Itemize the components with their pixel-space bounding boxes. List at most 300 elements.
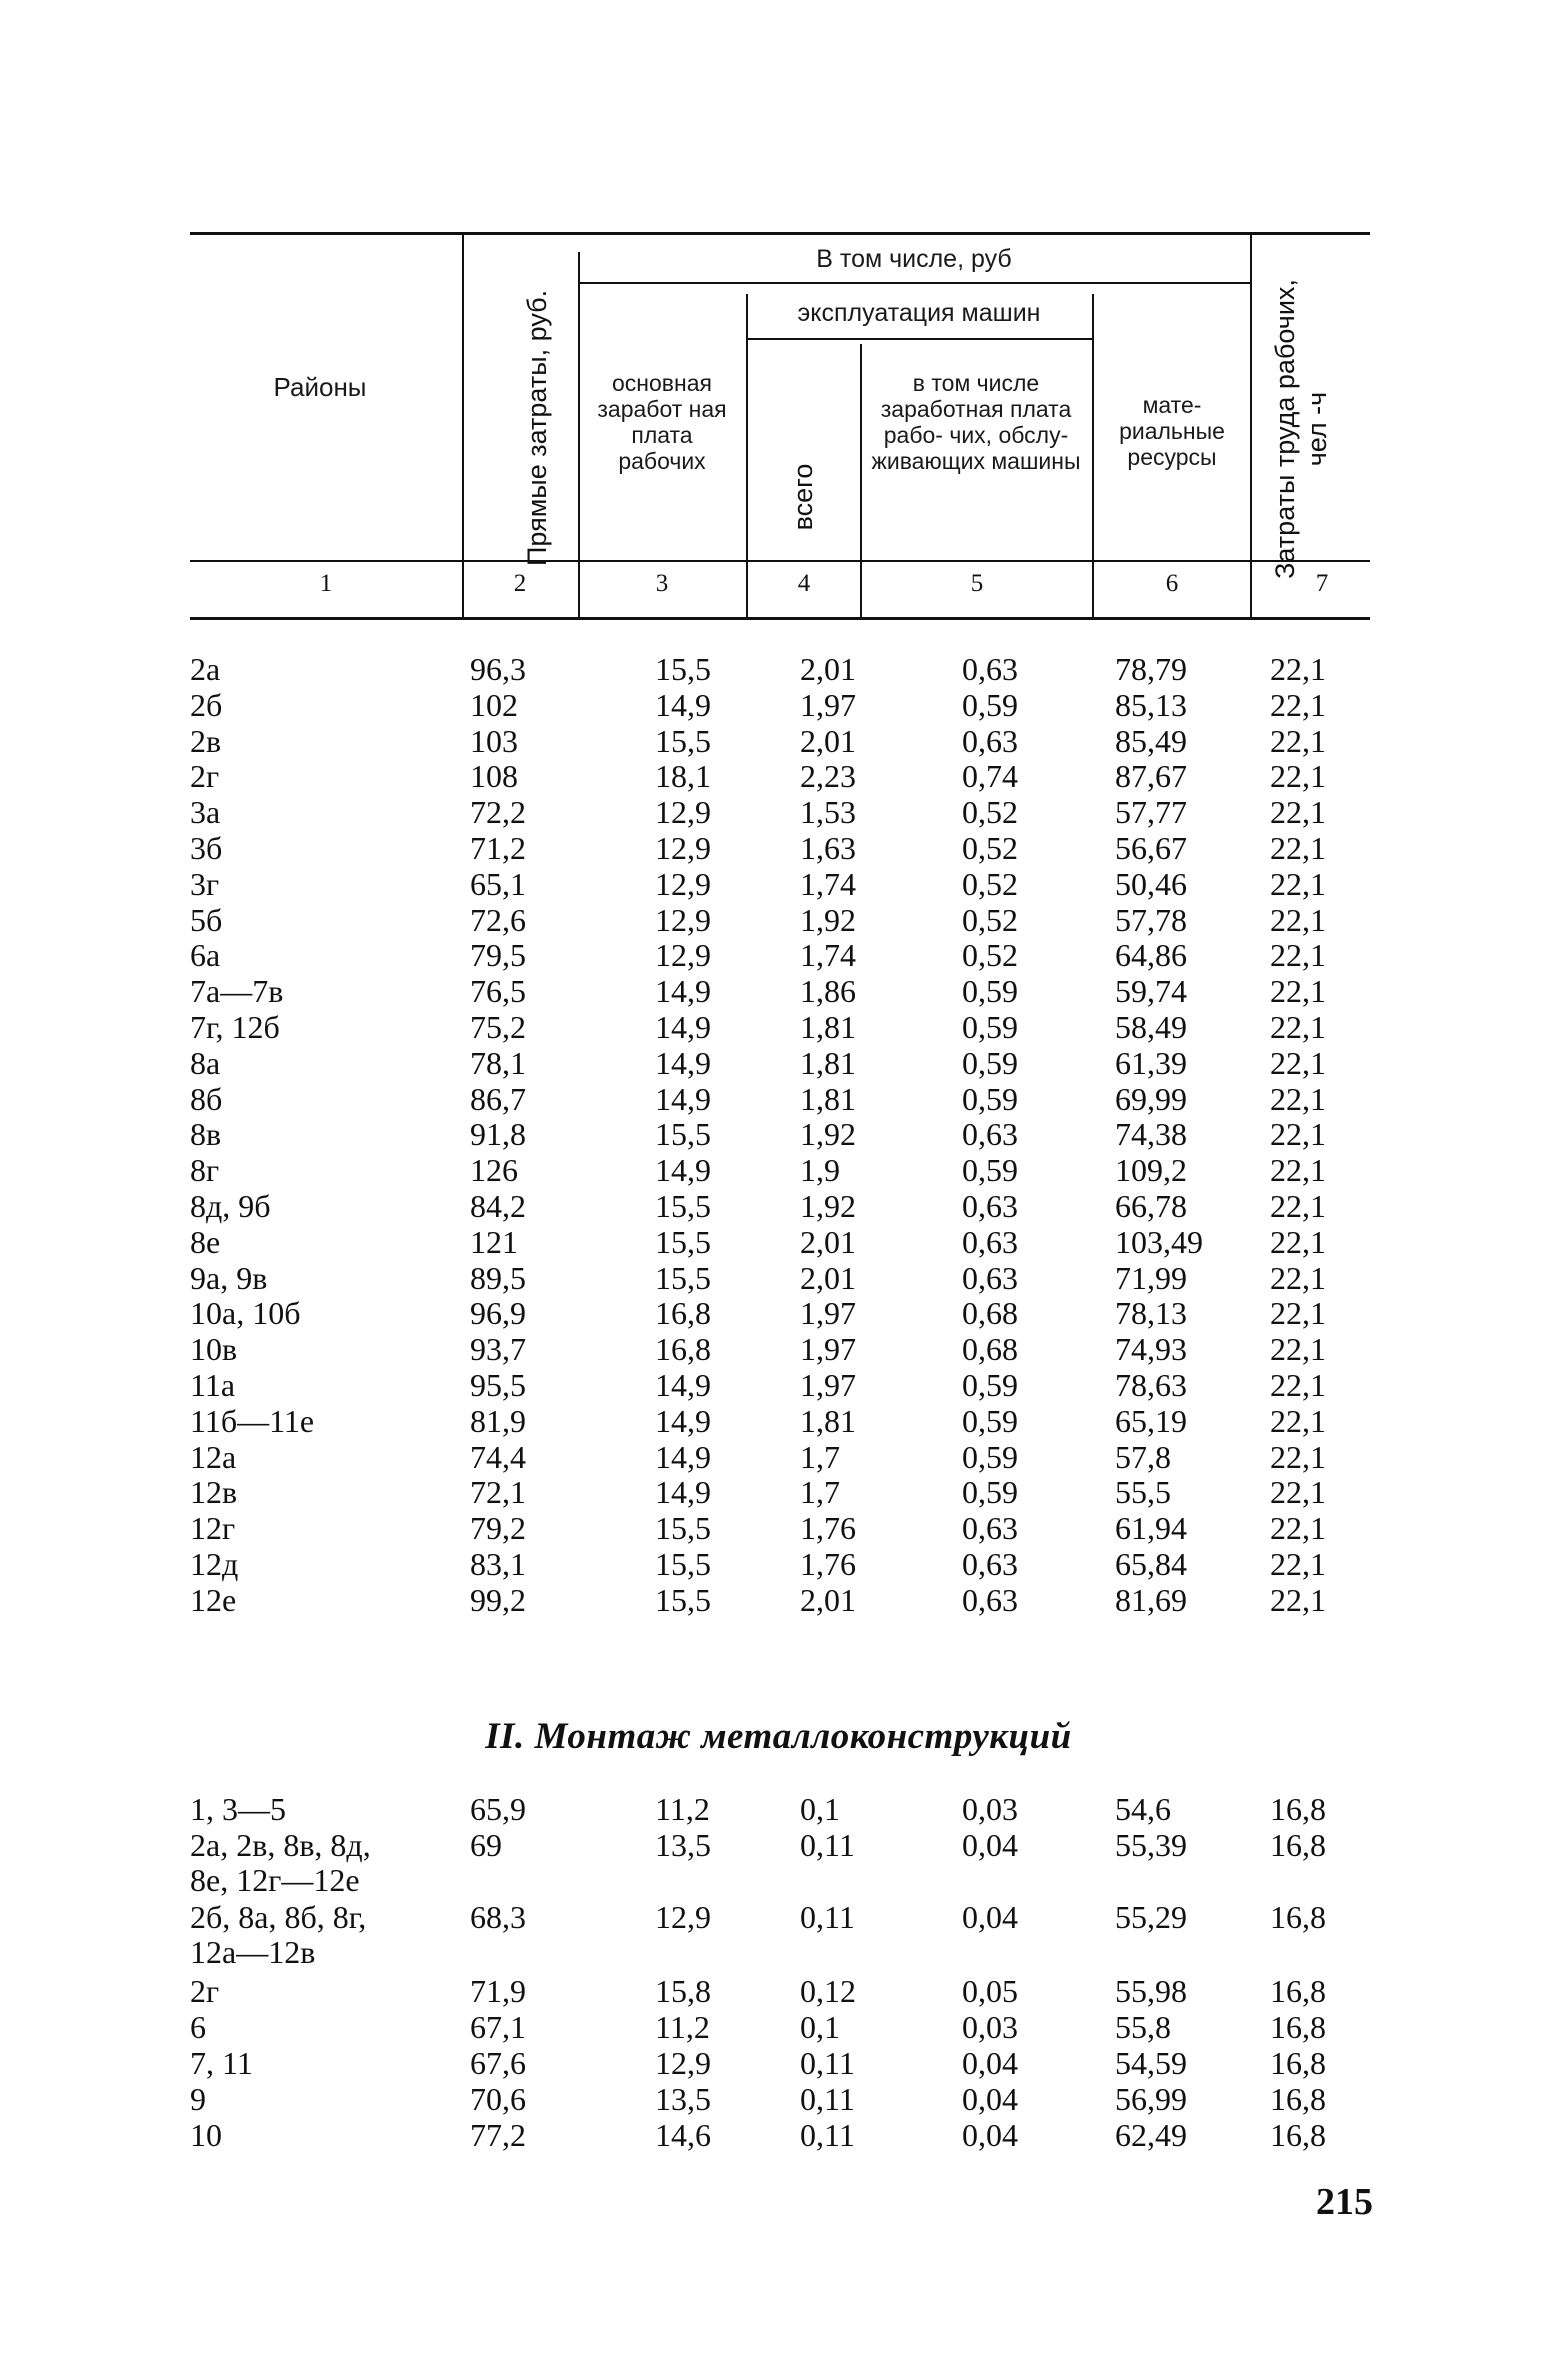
table-cell: 69,99 bbox=[1115, 1080, 1187, 1117]
table-row bbox=[0, 1583, 1557, 1617]
table-cell: 78,13 bbox=[1115, 1295, 1187, 1332]
table-row bbox=[0, 1296, 1557, 1330]
table-cell: 0,11 bbox=[800, 2045, 855, 2081]
table-cell: 14,9 bbox=[655, 1044, 711, 1081]
table-cell: 1,92 bbox=[800, 1188, 856, 1224]
table-cell: 16,8 bbox=[1270, 1899, 1326, 1935]
col-number: 1 bbox=[319, 570, 333, 597]
table-cell: 11,2 bbox=[655, 2009, 710, 2045]
table-cell: 22,1 bbox=[1270, 1188, 1326, 1224]
table-cell: 0,1 bbox=[800, 1791, 840, 1827]
table-row bbox=[0, 2118, 1557, 2152]
table-cell: 9 bbox=[190, 2081, 206, 2117]
table-row bbox=[0, 1440, 1557, 1474]
table-cell: 22,1 bbox=[1270, 1581, 1326, 1618]
table-cell: 102 bbox=[470, 686, 518, 723]
table-row bbox=[0, 1900, 1557, 1934]
table-cell: 67,1 bbox=[470, 2009, 526, 2045]
table-cell: 8г bbox=[190, 1152, 220, 1189]
table-cell: 14,9 bbox=[655, 1438, 711, 1475]
table-cell: 65,9 bbox=[470, 1791, 526, 1827]
header-labor: Затраты труда рабочих, чел -ч bbox=[1270, 279, 1332, 579]
table-cell: 7, 11 bbox=[190, 2045, 253, 2081]
table-row bbox=[0, 1189, 1557, 1223]
table-cell: 79,5 bbox=[470, 937, 526, 974]
col-number: 4 bbox=[797, 570, 811, 597]
table-cell: 83,1 bbox=[470, 1546, 526, 1582]
table-cell: 0,63 bbox=[962, 1546, 1018, 1582]
col-number: 2 bbox=[513, 570, 527, 597]
table-cell: 3б bbox=[190, 830, 223, 866]
table-cell: 0,03 bbox=[962, 2009, 1018, 2045]
table-cell: 6 bbox=[190, 2009, 206, 2045]
rule-after-col5 bbox=[1092, 294, 1094, 620]
table-row bbox=[0, 1828, 1557, 1862]
table-cell: 22,1 bbox=[1270, 1009, 1326, 1045]
table-cell: 22,1 bbox=[1270, 1116, 1326, 1153]
table-row bbox=[0, 1475, 1557, 1509]
table-cell: 0,59 bbox=[962, 1080, 1018, 1117]
table-row bbox=[0, 1082, 1557, 1116]
table-cell: 12е bbox=[190, 1581, 237, 1618]
table-cell: 10 bbox=[190, 2117, 222, 2153]
table-row bbox=[0, 1261, 1557, 1295]
header-direct-costs: Прямые затраты, руб. bbox=[522, 289, 552, 566]
table-row bbox=[0, 1332, 1557, 1366]
table-cell: 10а, 10б bbox=[190, 1295, 301, 1332]
table-cell: 12в bbox=[190, 1474, 238, 1511]
col-number: 6 bbox=[1165, 570, 1179, 597]
table-cell: 0,63 bbox=[962, 1259, 1018, 1296]
table-row bbox=[0, 1010, 1557, 1044]
table-cell: 15,5 bbox=[655, 1188, 711, 1224]
table-cell: 12,9 bbox=[655, 2045, 711, 2081]
table-cell: 15,5 bbox=[655, 1581, 711, 1618]
table-cell: 10в bbox=[190, 1331, 238, 1368]
table-cell: 2в bbox=[190, 722, 222, 759]
table-cell: 95,5 bbox=[470, 1367, 526, 1403]
table-cell: 16,8 bbox=[1270, 2117, 1326, 2153]
numbers-bottom-rule bbox=[190, 617, 1370, 620]
table-row bbox=[0, 1404, 1557, 1438]
table-cell: 14,9 bbox=[655, 973, 711, 1010]
table-cell: 81,69 bbox=[1115, 1581, 1187, 1618]
table-cell: 87,67 bbox=[1115, 758, 1187, 795]
table-cell: 8в bbox=[190, 1116, 222, 1153]
table-cell: 0,04 bbox=[962, 2117, 1018, 2153]
table-cell: 6а bbox=[190, 937, 221, 974]
table-cell: 91,8 bbox=[470, 1116, 526, 1153]
table-cell: 16,8 bbox=[1270, 1827, 1326, 1863]
table-cell: 0,59 bbox=[962, 1009, 1018, 1045]
table-cell: 1,97 bbox=[800, 1367, 856, 1403]
table-cell: 12г bbox=[190, 1510, 236, 1547]
table-cell: 0,59 bbox=[962, 1152, 1018, 1189]
table-row bbox=[0, 1225, 1557, 1259]
header-base-wage: основная заработ ная плата рабочих bbox=[597, 370, 727, 474]
table-header bbox=[190, 232, 1370, 620]
table-cell: 1,92 bbox=[800, 1116, 856, 1153]
table-cell: 22,1 bbox=[1270, 1510, 1326, 1547]
table-cell: 79,2 bbox=[470, 1510, 526, 1547]
table-cell: 96,9 bbox=[470, 1295, 526, 1332]
table-cell: 61,94 bbox=[1115, 1510, 1187, 1547]
table-row bbox=[0, 795, 1557, 829]
table-cell: 2,23 bbox=[800, 758, 856, 795]
table-cell: 22,1 bbox=[1270, 973, 1326, 1010]
table-row bbox=[0, 1974, 1557, 2008]
table-cell: 14,9 bbox=[655, 1402, 711, 1439]
table-cell: 22,1 bbox=[1270, 686, 1326, 723]
table-cell: 1,7 bbox=[800, 1438, 840, 1475]
table-cell: 0,52 bbox=[962, 865, 1018, 902]
table-cell: 22,1 bbox=[1270, 794, 1326, 831]
table-cell: 1,9 bbox=[800, 1152, 840, 1189]
header-machine-wage: в том числе заработная плата рабо- чих, обслу- живающих машины bbox=[871, 370, 1081, 474]
table-cell: 0,68 bbox=[962, 1331, 1018, 1368]
table-cell: 8е, 12г—12е bbox=[190, 1862, 360, 1898]
table-cell: 14,9 bbox=[655, 1152, 711, 1189]
table-cell: 22,1 bbox=[1270, 1331, 1326, 1368]
table-cell: 54,59 bbox=[1115, 2045, 1187, 2081]
table-cell: 14,9 bbox=[655, 1080, 711, 1117]
table-cell: 1,81 bbox=[800, 1080, 856, 1117]
table-cell: 1,63 bbox=[800, 830, 856, 866]
table-row bbox=[0, 1368, 1557, 1402]
table-cell: 16,8 bbox=[655, 1295, 711, 1332]
table-cell: 1,81 bbox=[800, 1402, 856, 1439]
table-cell: 12,9 bbox=[655, 1899, 711, 1935]
table-cell: 64,86 bbox=[1115, 937, 1187, 974]
section-title: II. Монтаж металлоконструкций bbox=[485, 1716, 1072, 1757]
table-cell: 0,59 bbox=[962, 1474, 1018, 1511]
table-cell: 12а bbox=[190, 1438, 237, 1475]
table-cell: 16,8 bbox=[1270, 1791, 1326, 1827]
table-row bbox=[0, 688, 1557, 722]
table-cell: 0,63 bbox=[962, 651, 1018, 687]
table-cell: 121 bbox=[470, 1223, 518, 1260]
table-cell: 2а, 2в, 8в, 8д, bbox=[190, 1827, 371, 1863]
table-cell: 0,68 bbox=[962, 1295, 1018, 1332]
table-cell: 81,9 bbox=[470, 1402, 526, 1439]
table-row bbox=[0, 2010, 1557, 2044]
table-cell: 56,67 bbox=[1115, 830, 1187, 866]
table-cell: 16,8 bbox=[655, 1331, 711, 1368]
table-cell: 89,5 bbox=[470, 1259, 526, 1296]
table-cell: 1,97 bbox=[800, 1295, 856, 1332]
table-cell: 74,4 bbox=[470, 1438, 526, 1475]
table-cell: 76,5 bbox=[470, 973, 526, 1010]
table-cell: 8а bbox=[190, 1044, 221, 1081]
header-materials: мате- риальные ресурсы bbox=[1119, 392, 1225, 470]
table-cell: 0,52 bbox=[962, 794, 1018, 831]
table-cell: 22,1 bbox=[1270, 1474, 1326, 1511]
table-cell: 15,5 bbox=[655, 1510, 711, 1547]
table-cell: 55,29 bbox=[1115, 1899, 1187, 1935]
table-cell: 12а—12в bbox=[190, 1934, 316, 1970]
table-cell: 7г, 12б bbox=[190, 1009, 280, 1045]
table-row bbox=[0, 1547, 1557, 1581]
table-cell: 1,74 bbox=[800, 865, 856, 902]
table-cell: 22,1 bbox=[1270, 1044, 1326, 1081]
table-cell: 0,05 bbox=[962, 1973, 1018, 2009]
table-cell: 70,6 bbox=[470, 2081, 526, 2117]
table-cell: 15,5 bbox=[655, 1259, 711, 1296]
table-cell: 22,1 bbox=[1270, 758, 1326, 795]
table-row-continuation bbox=[0, 1863, 1557, 1897]
header-subgroup: эксплуатация машин bbox=[797, 299, 1041, 327]
table-cell: 15,5 bbox=[655, 1223, 711, 1260]
table-cell: 22,1 bbox=[1270, 937, 1326, 974]
rule-after-col6 bbox=[1250, 232, 1252, 620]
table-cell: 59,74 bbox=[1115, 973, 1187, 1010]
table-cell: 57,77 bbox=[1115, 794, 1187, 831]
table-cell: 0,04 bbox=[962, 2081, 1018, 2117]
table-cell: 11а bbox=[190, 1367, 236, 1403]
table-cell: 2г bbox=[190, 1973, 220, 2009]
table-cell: 74,38 bbox=[1115, 1116, 1187, 1153]
table-cell: 0,59 bbox=[962, 1044, 1018, 1081]
table-cell: 15,5 bbox=[655, 1546, 711, 1582]
table-cell: 1,81 bbox=[800, 1009, 856, 1045]
table-cell: 109,2 bbox=[1115, 1152, 1187, 1189]
table-cell: 18,1 bbox=[655, 758, 711, 795]
table-cell: 0,03 bbox=[962, 1791, 1018, 1827]
page-number: 215 bbox=[1316, 2181, 1373, 2223]
header-regions: Районы bbox=[273, 372, 367, 402]
table-cell: 1, 3—5 bbox=[190, 1791, 286, 1827]
table-cell: 50,46 bbox=[1115, 865, 1187, 902]
table-cell: 0,59 bbox=[962, 1402, 1018, 1439]
table-cell: 15,8 bbox=[655, 1973, 711, 2009]
table-cell: 3а bbox=[190, 794, 221, 831]
table-row bbox=[0, 1046, 1557, 1080]
table-cell: 1,53 bbox=[800, 794, 856, 831]
table-cell: 12,9 bbox=[655, 794, 711, 831]
table-cell: 22,1 bbox=[1270, 1259, 1326, 1296]
table-cell: 0,63 bbox=[962, 1116, 1018, 1153]
col-number: 3 bbox=[655, 570, 669, 597]
table-cell: 96,3 bbox=[470, 651, 526, 687]
table-cell: 2,01 bbox=[800, 1581, 856, 1618]
rule-after-col2 bbox=[578, 252, 580, 620]
table-cell: 108 bbox=[470, 758, 518, 795]
table-cell: 15,5 bbox=[655, 722, 711, 759]
col-number: 5 bbox=[970, 570, 984, 597]
table-cell: 0,11 bbox=[800, 1899, 855, 1935]
col-number: 7 bbox=[1315, 570, 1329, 597]
table-cell: 71,99 bbox=[1115, 1259, 1187, 1296]
table-cell: 14,9 bbox=[655, 1009, 711, 1045]
table-row bbox=[0, 2082, 1557, 2116]
table-cell: 1,86 bbox=[800, 973, 856, 1010]
table-cell: 5б bbox=[190, 901, 223, 938]
group-rule bbox=[578, 282, 1250, 284]
header-top-rule bbox=[190, 232, 1370, 235]
table-cell: 0,04 bbox=[962, 2045, 1018, 2081]
table-cell: 57,8 bbox=[1115, 1438, 1171, 1475]
table-cell: 16,8 bbox=[1270, 2009, 1326, 2045]
table-row bbox=[0, 831, 1557, 865]
table-cell: 0,59 bbox=[962, 973, 1018, 1010]
table-cell: 8д, 9б bbox=[190, 1188, 271, 1224]
table-row-continuation bbox=[0, 1935, 1557, 1969]
table-cell: 16,8 bbox=[1270, 1973, 1326, 2009]
table-row bbox=[0, 1792, 1557, 1826]
table-cell: 2,01 bbox=[800, 722, 856, 759]
table-cell: 13,5 bbox=[655, 1827, 711, 1863]
table-cell: 0,1 bbox=[800, 2009, 840, 2045]
table-cell: 85,49 bbox=[1115, 722, 1187, 759]
table-cell: 0,04 bbox=[962, 1827, 1018, 1863]
table-cell: 78,1 bbox=[470, 1044, 526, 1081]
table-row bbox=[0, 903, 1557, 937]
table-cell: 68,3 bbox=[470, 1899, 526, 1935]
table-cell: 75,2 bbox=[470, 1009, 526, 1045]
table-cell: 93,7 bbox=[470, 1331, 526, 1368]
table-cell: 1,7 bbox=[800, 1474, 840, 1511]
table-cell: 0,59 bbox=[962, 686, 1018, 723]
table-row bbox=[0, 652, 1557, 686]
table-cell: 22,1 bbox=[1270, 1402, 1326, 1439]
table-cell: 55,39 bbox=[1115, 1827, 1187, 1863]
table-cell: 22,1 bbox=[1270, 865, 1326, 902]
table-cell: 1,74 bbox=[800, 937, 856, 974]
table-row bbox=[0, 867, 1557, 901]
table-cell: 0,63 bbox=[962, 1188, 1018, 1224]
table-cell: 8е bbox=[190, 1223, 221, 1260]
table-cell: 72,2 bbox=[470, 794, 526, 831]
table-cell: 1,97 bbox=[800, 1331, 856, 1368]
table-cell: 11,2 bbox=[655, 1791, 710, 1827]
table-cell: 126 bbox=[470, 1152, 518, 1189]
table-cell: 85,13 bbox=[1115, 686, 1187, 723]
table-cell: 14,9 bbox=[655, 686, 711, 723]
rule-after-col4 bbox=[860, 344, 862, 620]
table-cell: 9а, 9в bbox=[190, 1259, 268, 1296]
table-cell: 0,63 bbox=[962, 1223, 1018, 1260]
table-cell: 12д bbox=[190, 1546, 239, 1582]
table-cell: 0,59 bbox=[962, 1438, 1018, 1475]
table-cell: 14,9 bbox=[655, 1367, 711, 1403]
table-cell: 0,11 bbox=[800, 1827, 855, 1863]
table-cell: 22,1 bbox=[1270, 830, 1326, 866]
table-cell: 65,19 bbox=[1115, 1402, 1187, 1439]
table-cell: 3г bbox=[190, 865, 220, 902]
table-cell: 14,6 bbox=[655, 2117, 711, 2153]
table-cell: 0,04 bbox=[962, 1899, 1018, 1935]
table-cell: 54,6 bbox=[1115, 1791, 1171, 1827]
table-cell: 77,2 bbox=[470, 2117, 526, 2153]
table-cell: 0,74 bbox=[962, 758, 1018, 795]
table-cell: 1,76 bbox=[800, 1510, 856, 1547]
table-cell: 67,6 bbox=[470, 2045, 526, 2081]
table-cell: 78,63 bbox=[1115, 1367, 1187, 1403]
table-cell: 12,9 bbox=[655, 937, 711, 974]
table-cell: 16,8 bbox=[1270, 2045, 1326, 2081]
table-cell: 65,1 bbox=[470, 865, 526, 902]
table-cell: 0,63 bbox=[962, 722, 1018, 759]
table-cell: 13,5 bbox=[655, 2081, 711, 2117]
table-cell: 7а—7в bbox=[190, 973, 284, 1010]
table-cell: 1,76 bbox=[800, 1546, 856, 1582]
table-cell: 78,79 bbox=[1115, 651, 1187, 687]
table-cell: 72,6 bbox=[470, 901, 526, 938]
table-cell: 22,1 bbox=[1270, 651, 1326, 687]
table-cell: 65,84 bbox=[1115, 1546, 1187, 1582]
table-cell: 12,9 bbox=[655, 830, 711, 866]
table-cell: 2,01 bbox=[800, 1259, 856, 1296]
table-cell: 0,59 bbox=[962, 1367, 1018, 1403]
table-cell: 2а bbox=[190, 651, 221, 687]
table-cell: 55,98 bbox=[1115, 1973, 1187, 2009]
table-row bbox=[0, 938, 1557, 972]
table-cell: 61,39 bbox=[1115, 1044, 1187, 1081]
table-cell: 71,9 bbox=[470, 1973, 526, 2009]
table-cell: 16,8 bbox=[1270, 2081, 1326, 2117]
rule-after-col1 bbox=[462, 232, 464, 620]
table-cell: 0,52 bbox=[962, 901, 1018, 938]
table-cell: 12,9 bbox=[655, 865, 711, 902]
table-cell: 55,5 bbox=[1115, 1474, 1171, 1511]
table-cell: 71,2 bbox=[470, 830, 526, 866]
table-cell: 22,1 bbox=[1270, 1295, 1326, 1332]
table-cell: 0,63 bbox=[962, 1581, 1018, 1618]
table-cell: 56,99 bbox=[1115, 2081, 1187, 2117]
table-cell: 84,2 bbox=[470, 1188, 526, 1224]
table-cell: 22,1 bbox=[1270, 1223, 1326, 1260]
table-cell: 2,01 bbox=[800, 1223, 856, 1260]
subgroup-rule bbox=[746, 338, 1092, 340]
table-cell: 8б bbox=[190, 1080, 223, 1117]
table-cell: 22,1 bbox=[1270, 1438, 1326, 1475]
table-cell: 72,1 bbox=[470, 1474, 526, 1511]
table-cell: 99,2 bbox=[470, 1581, 526, 1618]
table-cell: 58,49 bbox=[1115, 1009, 1187, 1045]
table-cell: 15,5 bbox=[655, 651, 711, 687]
header-bottom-rule bbox=[190, 560, 1370, 562]
table-row bbox=[0, 1117, 1557, 1151]
table-cell: 22,1 bbox=[1270, 1080, 1326, 1117]
table-row bbox=[0, 2046, 1557, 2080]
table-cell: 0,52 bbox=[962, 937, 1018, 974]
header-machine-total: всего bbox=[788, 463, 818, 531]
table-cell: 1,97 bbox=[800, 686, 856, 723]
table-cell: 86,7 bbox=[470, 1080, 526, 1117]
table-cell: 15,5 bbox=[655, 1116, 711, 1153]
table-cell: 0,52 bbox=[962, 830, 1018, 866]
table-cell: 12,9 bbox=[655, 901, 711, 938]
table-cell: 0,12 bbox=[800, 1973, 856, 2009]
header-group: В том числе, руб bbox=[816, 245, 1012, 273]
table-cell: 22,1 bbox=[1270, 1546, 1326, 1582]
table-cell: 62,49 bbox=[1115, 2117, 1187, 2153]
table-cell: 66,78 bbox=[1115, 1188, 1187, 1224]
table-row bbox=[0, 724, 1557, 758]
table-cell: 2г bbox=[190, 758, 220, 795]
table-cell: 11б—11е bbox=[190, 1402, 315, 1439]
table-cell: 103 bbox=[470, 722, 518, 759]
table-cell: 2б, 8а, 8б, 8г, bbox=[190, 1899, 367, 1935]
table-row bbox=[0, 759, 1557, 793]
table-cell: 1,92 bbox=[800, 901, 856, 938]
table-cell: 14,9 bbox=[655, 1474, 711, 1511]
table-cell: 22,1 bbox=[1270, 1152, 1326, 1189]
table-cell: 69 bbox=[470, 1827, 502, 1863]
table-cell: 57,78 bbox=[1115, 901, 1187, 938]
table-row bbox=[0, 974, 1557, 1008]
table-cell: 0,11 bbox=[800, 2081, 855, 2117]
